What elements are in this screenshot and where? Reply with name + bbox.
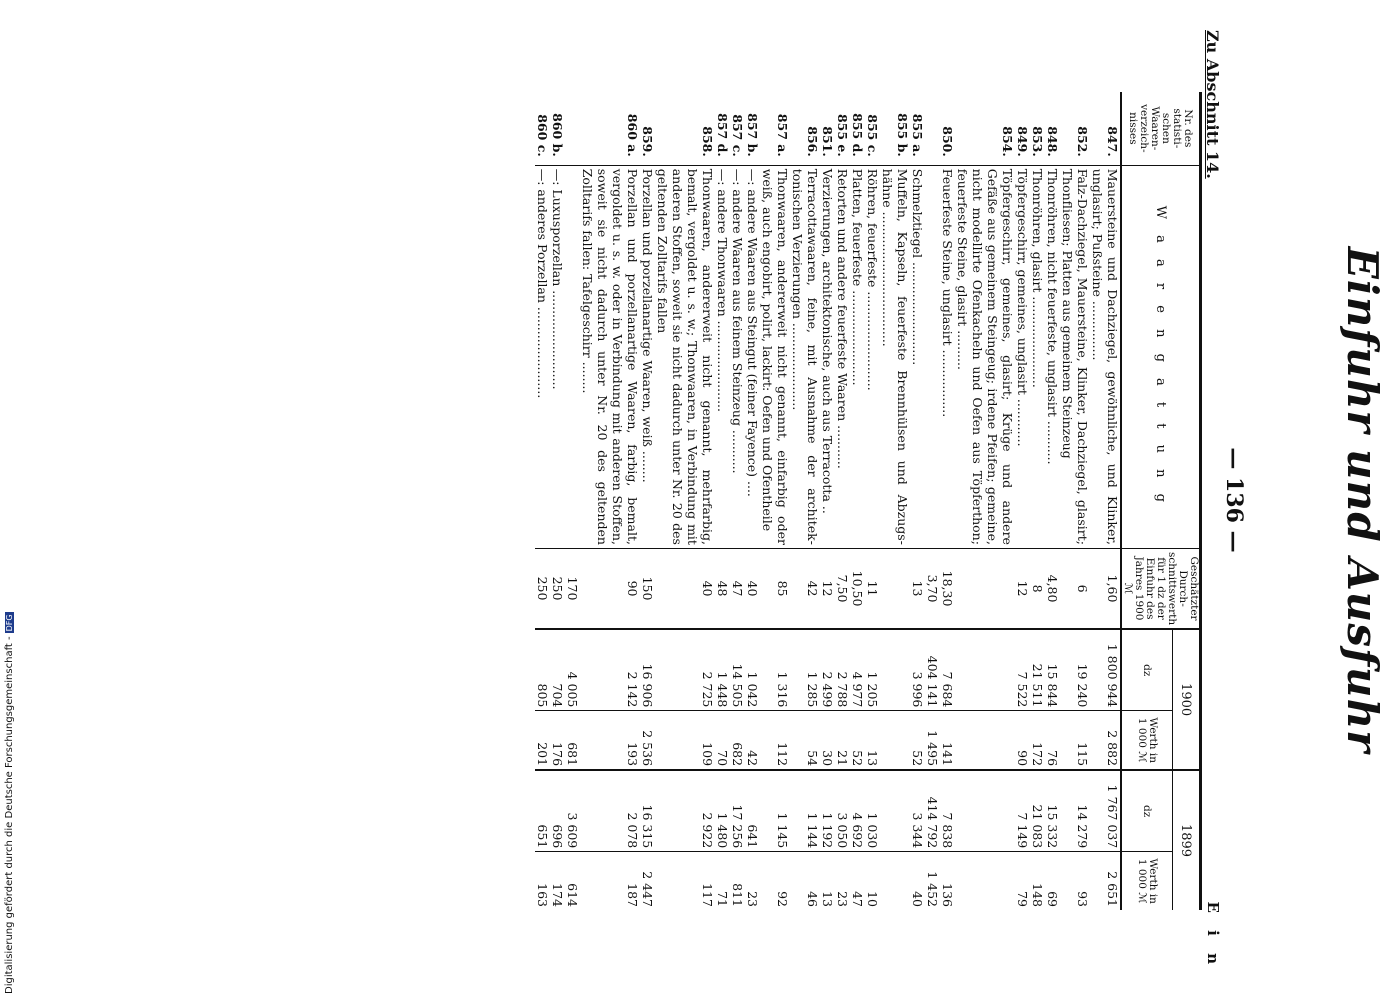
cell-dz-1899: 414 792	[925, 770, 940, 852]
cell-description	[925, 165, 940, 548]
cell-werth-1900: 42	[745, 711, 760, 770]
cell-dz-1899: 21 083	[1030, 770, 1045, 852]
cell-werth-1900: 52	[910, 711, 925, 770]
cell-werth-1900: 141	[940, 711, 955, 770]
trade-table	[535, 92, 1202, 910]
cell-werth-1899: 811	[730, 883, 745, 907]
cell-description: Retorten und andere feuerfeste Waaren ...........	[835, 165, 850, 548]
cell-dz-1899: 1 767 037	[1090, 770, 1121, 852]
cell-price: 10,50	[850, 548, 865, 629]
cell-dz-1900: 1 042	[745, 629, 760, 711]
cell-price: 250	[550, 548, 565, 629]
table-row	[910, 92, 925, 910]
cell-nr: 853.	[1030, 92, 1045, 165]
cell-description: Thonröhren, nicht feuerfeste, unglasirt ...........	[1045, 165, 1060, 548]
header-werth-1899: Werth in 1 000 ℳ	[1121, 852, 1172, 910]
cell-nr: 854.	[955, 92, 1015, 165]
cell-werth-1900: 13	[865, 711, 880, 770]
cell-dz-1900: 7 522	[1015, 629, 1030, 711]
cell-price: 250	[535, 548, 550, 629]
table-row	[580, 92, 640, 910]
cell-dz-1899: 696	[550, 770, 565, 852]
header-nr: Nr. des statistischen Waarenverzeichnisses	[1121, 92, 1201, 165]
cell-dz-1900: 16 906	[640, 629, 655, 711]
cell-nr: 857 b.	[745, 92, 760, 165]
page-number: — 136 —	[1221, 447, 1247, 553]
cell-nr: 860 b.	[550, 92, 565, 165]
table-row	[940, 92, 955, 910]
cell-werth-1900: 201	[535, 711, 550, 770]
cell-dz-1900: 19 240	[1060, 629, 1090, 711]
cell-werth-1900: 76	[1045, 711, 1060, 770]
cell-werth-1899: 69	[1045, 891, 1060, 907]
cell-price: 3,70	[925, 548, 940, 629]
cell-nr: 859.	[640, 92, 655, 165]
cell-price: 47	[730, 548, 745, 629]
cell-dz-1900: 704	[550, 629, 565, 711]
cell-werth-1899: 13	[820, 891, 835, 907]
cell-nr: 855 c.	[865, 92, 880, 165]
cell-dz-1899: 3 050	[835, 770, 850, 852]
cell-werth-1899: 2 651	[1105, 871, 1120, 907]
cell-dz-1899: 3 344	[910, 770, 925, 852]
cell-nr: 849.	[1015, 92, 1030, 165]
cell-dz-1899	[955, 770, 1015, 852]
cell-description: Röhren, feuerfeste .........................	[865, 165, 880, 548]
cell-werth-1899: 71	[715, 891, 730, 907]
cell-dz-1899: 1 145	[760, 770, 790, 852]
cell-nr: 852.	[1060, 92, 1090, 165]
cell-werth-1899: 23	[835, 891, 850, 907]
cell-description: —: andere Thonwaaren .......................	[715, 165, 730, 548]
table-row	[955, 92, 1015, 910]
cell-nr: 855 a.	[910, 92, 925, 165]
table-row	[760, 92, 790, 910]
cell-dz-1899: 2 078	[580, 770, 640, 852]
cell-description: Mauersteine und Dachziegel, gewöhnliche, und Klinker, unglasirt; Pußsteine ...............	[1090, 165, 1121, 548]
table-row	[1015, 92, 1030, 910]
cell-description: —: andere Waaren aus feinem Steinzeug ...........	[730, 165, 745, 548]
table-row	[1060, 92, 1090, 910]
cell-werth-1899: 614	[565, 883, 580, 907]
cell-price: 1,60	[1090, 548, 1121, 629]
cell-nr: 857 c.	[730, 92, 745, 165]
cell-werth-1900: 1 495	[925, 711, 940, 770]
cell-price: 8	[1030, 548, 1045, 629]
digitization-note	[4, 612, 15, 994]
cell-werth-1899: 10	[865, 891, 880, 907]
cell-dz-1900	[955, 629, 1015, 711]
cell-dz-1899	[880, 770, 910, 852]
cell-nr: 848.	[1045, 92, 1060, 165]
header-waarengattung: W a a r e n g a t t u n g	[1121, 165, 1201, 548]
cell-price: 90	[580, 548, 640, 629]
cell-dz-1899: 1 144	[790, 770, 820, 852]
header-werth-1900: Werth in 1 000 ℳ	[1121, 711, 1172, 770]
cell-werth-1900: 52	[850, 711, 865, 770]
cell-dz-1900: 1 205	[865, 629, 880, 711]
cell-nr	[925, 92, 940, 165]
table-row	[730, 92, 745, 910]
cell-price	[955, 548, 1015, 629]
cell-dz-1900: 2 499	[820, 629, 835, 711]
cell-werth-1900: 176	[550, 711, 565, 770]
cell-dz-1899: 15 332	[1045, 770, 1060, 852]
cell-dz-1900: 1 285	[790, 629, 820, 711]
cell-dz-1900: 805	[535, 629, 550, 711]
cell-werth-1899: 187	[625, 883, 640, 907]
cell-description: Thonröhren, glasirt .......................	[1030, 165, 1045, 548]
cell-dz-1900: 2 142	[580, 629, 640, 711]
cell-price: 6	[1060, 548, 1090, 629]
cell-werth-1900: 172	[1030, 711, 1045, 770]
cell-werth-1899: 136	[940, 883, 955, 907]
table-row	[1045, 92, 1060, 910]
table-row	[745, 92, 760, 910]
cell-price: 12	[1015, 548, 1030, 629]
cell-werth-1899: 163	[535, 883, 550, 907]
table-row	[550, 92, 565, 910]
cell-description: Töpfergeschirr, gemeines, unglasirt ............	[1015, 165, 1030, 548]
cell-werth-1900: 681	[565, 711, 580, 770]
cell-description: Terracottawaaren, feine, mit Ausnahme der architektonischen Verzierungen ......................	[790, 165, 820, 548]
cell-description: —: Luxusporzellan .........................	[550, 165, 565, 548]
cell-werth-1899: 148	[1030, 883, 1045, 907]
cell-werth-1899: 46	[805, 891, 820, 907]
cell-price: 12	[820, 548, 835, 629]
cell-nr	[565, 92, 580, 165]
cell-price: 18,30	[940, 548, 955, 629]
cell-werth-1900: 21	[835, 711, 850, 770]
cell-werth-1900: 109	[655, 711, 715, 770]
cell-description: Thonwaaren, andererweit nicht genannt, einfarbig oder weiß, auch engobirt, polirt, lackirt: Oefen und Ofentheile	[760, 165, 790, 548]
header-year-1899: 1899	[1172, 770, 1200, 910]
table-row	[535, 92, 550, 910]
cell-werth-1899: 92	[775, 891, 790, 907]
table-row	[835, 92, 850, 910]
header-price: Geschätzter Durchschnittswerth für 1 dz der Einfuhr des Jahres 1900 ℳ	[1121, 548, 1201, 629]
table-row	[1090, 92, 1121, 910]
cell-dz-1900: 3 996	[910, 629, 925, 711]
cell-werth-1900: 30	[820, 711, 835, 770]
cell-dz-1900: 2 788	[835, 629, 850, 711]
table-row	[565, 92, 580, 910]
cell-dz-1900: 1 800 944	[1090, 629, 1121, 711]
cell-nr: 857 d.	[715, 92, 730, 165]
page-title: Einfuhr und Ausfuhr	[1338, 246, 1387, 754]
cell-dz-1900: 4 005	[565, 629, 580, 711]
cell-description: Falz-Dachziegel, Mauersteine, Klinker, Dachziegel, glasirt; Thonfliesen; Platten aus gemeinem Steinzeug	[1060, 165, 1090, 548]
cell-werth-1899: 79	[1015, 891, 1030, 907]
cell-nr: 858.	[655, 92, 715, 165]
cell-price	[880, 548, 910, 629]
cell-dz-1899: 3 609	[565, 770, 580, 852]
cell-price: 170	[565, 548, 580, 629]
table-row	[655, 92, 715, 910]
cell-werth-1900: 2 882	[1090, 711, 1121, 770]
cell-description: —: anderes Porzellan .......................	[535, 165, 550, 548]
cell-nr: 857 a.	[760, 92, 790, 165]
cell-price: 42	[790, 548, 820, 629]
cell-nr: 855 b.	[880, 92, 910, 165]
cell-werth-1899: 2 447	[640, 871, 655, 907]
cell-werth-1900	[880, 711, 910, 770]
cell-werth-1900: 682	[730, 711, 745, 770]
cell-dz-1900: 15 844	[1045, 629, 1060, 711]
cell-dz-1899: 1 030	[865, 770, 880, 852]
cell-dz-1899: 7 838	[940, 770, 955, 852]
cell-description: —: andere Waaren aus Steingut (feiner Fayence) ....	[745, 165, 760, 548]
cell-dz-1900: 1 316	[760, 629, 790, 711]
header-dz-1899: dz	[1121, 770, 1172, 852]
cell-werth-1899: 1 452	[925, 871, 940, 907]
cell-werth-1900: 193	[580, 711, 640, 770]
cell-description	[565, 165, 580, 548]
cell-dz-1900: 1 448	[715, 629, 730, 711]
cell-price: 7,50	[835, 548, 850, 629]
table-heading-continued: E i n	[1204, 901, 1222, 970]
section-label: Zu Abschnitt 14.	[1203, 30, 1222, 179]
cell-nr: 860 c.	[535, 92, 550, 165]
cell-description: Schmelztiegel ..........................	[910, 165, 925, 548]
cell-dz-1899: 1 480	[715, 770, 730, 852]
cell-werth-1899: 40	[910, 891, 925, 907]
cell-dz-1900: 404 141	[925, 629, 940, 711]
digitization-text: Digitalisierung gefördert durch die Deutsche Forschungsgemeinschaft -	[4, 636, 15, 994]
table-row	[1030, 92, 1045, 910]
cell-werth-1900: 112	[760, 711, 790, 770]
cell-description: Töpfergeschirr, gemeines, glasirt; Krüge und andere Gefäße aus gemeinem Steingeug; irdene Pfeifen; gemeine, nicht modellirte Ofenkacheln und Oefen aus Töpferthon; feuerfeste Steine, glasirt ..........	[955, 165, 1015, 548]
cell-werth-1900: 70	[715, 711, 730, 770]
cell-description: Muffeln, Kapseln, feuerfeste Brennhülsen und Abzugshähne ..................................	[880, 165, 910, 548]
cell-nr: 856.	[790, 92, 820, 165]
cell-price: 13	[910, 548, 925, 629]
table-row	[865, 92, 880, 910]
cell-werth-1900	[955, 711, 1015, 770]
cell-dz-1899: 16 315	[640, 770, 655, 852]
cell-nr: 847.	[1090, 92, 1121, 165]
cell-description: Porzellan und porzellanartige Waaren, weiß ........	[640, 165, 655, 548]
cell-dz-1900: 14 505	[730, 629, 745, 711]
table-row	[880, 92, 910, 910]
cell-werth-1900: 115	[1060, 711, 1090, 770]
cell-dz-1899: 651	[535, 770, 550, 852]
cell-werth-1899: 174	[550, 883, 565, 907]
cell-dz-1899: 641	[745, 770, 760, 852]
cell-werth-1899	[955, 852, 1015, 910]
cell-dz-1899: 17 256	[730, 770, 745, 852]
table-row	[640, 92, 655, 910]
cell-dz-1900: 7 684	[940, 629, 955, 711]
cell-werth-1900: 54	[790, 711, 820, 770]
cell-nr: 860 a.	[580, 92, 640, 165]
table-row	[850, 92, 865, 910]
cell-werth-1899: 47	[850, 891, 865, 907]
cell-nr: 851.	[820, 92, 835, 165]
cell-dz-1899: 2 922	[655, 770, 715, 852]
cell-dz-1899: 1 192	[820, 770, 835, 852]
table-row	[790, 92, 820, 910]
dfg-logo: DFG	[5, 614, 14, 632]
cell-price: 85	[760, 548, 790, 629]
cell-nr: 850.	[940, 92, 955, 165]
cell-price: 150	[640, 548, 655, 629]
cell-description: Porzellan und porzellanartige Waaren, farbig, bemalt, vergoldet u. s. w. oder in Verbindung mit anderen Stoffen, soweit sie nicht dadurch unter Nr. 20 des geltenden Zolltarifs fallen: Tafelgeschirr ........	[580, 165, 640, 548]
cell-werth-1899: 117	[700, 883, 715, 907]
cell-description: Feuerfeste Steine, unglasirt .................	[940, 165, 955, 548]
cell-werth-1899: 93	[1075, 891, 1090, 907]
cell-description: Thonwaaren, andererweit nicht genannt, mehrfarbig, bemalt, vergoldet u. s. w.; Thonwaaren, in Verbindung mit anderen Stoffen, soweit sie nicht dadurch unter Nr. 20 des geltenden Zolltarifs fallen	[655, 165, 715, 548]
table-header	[1121, 92, 1201, 910]
table-row	[715, 92, 730, 910]
cell-price: 4,80	[1045, 548, 1060, 629]
cell-description: Verzierungen, architektonische, auch aus Terracotta ..	[820, 165, 835, 548]
cell-nr: 855 d.	[850, 92, 865, 165]
cell-dz-1900: 21 511	[1030, 629, 1045, 711]
cell-nr: 855 e.	[835, 92, 850, 165]
table-row	[820, 92, 835, 910]
cell-dz-1900: 4 977	[850, 629, 865, 711]
cell-description: Platten, feuerfeste ........................	[850, 165, 865, 548]
cell-dz-1900: 2 725	[655, 629, 715, 711]
cell-price: 48	[715, 548, 730, 629]
cell-werth-1900: 90	[1015, 711, 1030, 770]
cell-dz-1899: 7 149	[1015, 770, 1030, 852]
cell-price: 40	[745, 548, 760, 629]
cell-werth-1899: 23	[745, 891, 760, 907]
cell-werth-1899	[880, 852, 910, 910]
header-dz-1900: dz	[1121, 629, 1172, 711]
table-body	[535, 92, 1121, 910]
cell-werth-1900: 2 536	[640, 711, 655, 770]
cell-price: 40	[655, 548, 715, 629]
cell-price: 11	[865, 548, 880, 629]
header-year-1900: 1900	[1172, 629, 1200, 770]
cell-dz-1899: 14 279	[1060, 770, 1090, 852]
cell-dz-1900	[880, 629, 910, 711]
cell-dz-1899: 4 692	[850, 770, 865, 852]
table-row	[925, 92, 940, 910]
